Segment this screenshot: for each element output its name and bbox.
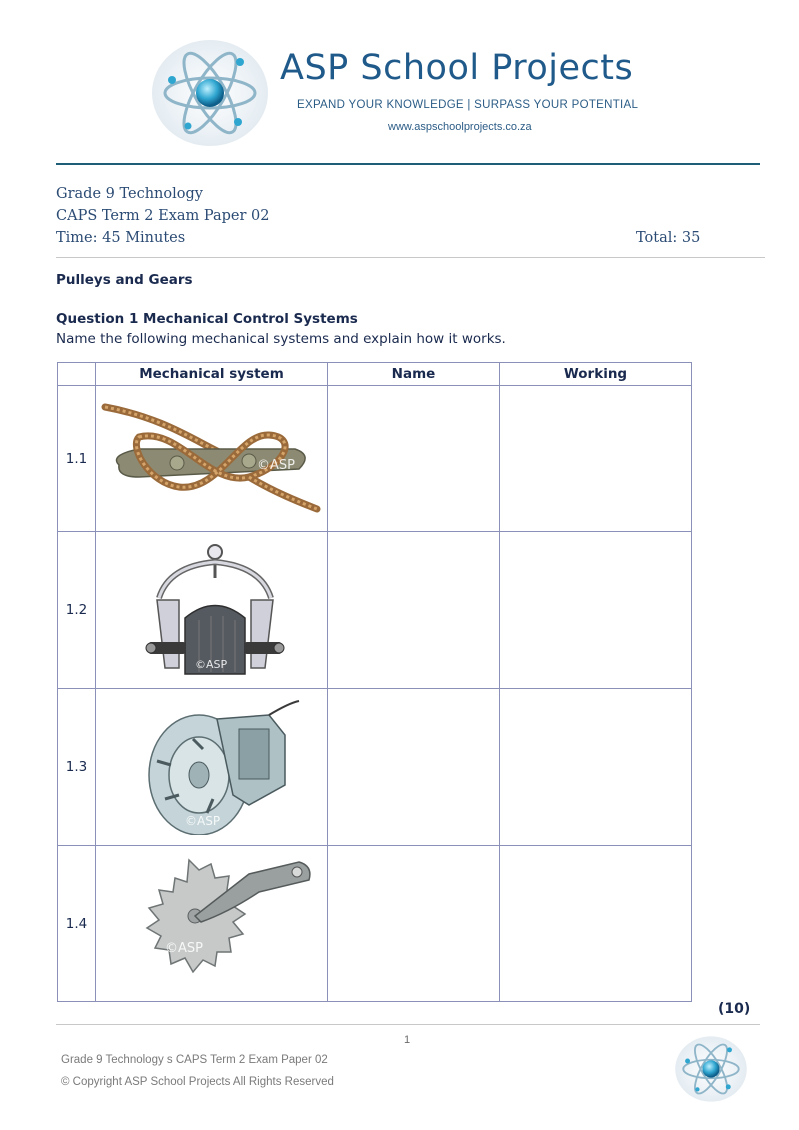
ratchet-and-pawl-icon <box>96 846 328 1002</box>
header-divider <box>56 163 760 165</box>
working-answer-cell[interactable] <box>500 386 692 532</box>
page-number: 1 <box>404 1034 411 1046</box>
total-label: Total: 35 <box>636 230 701 246</box>
table-row <box>58 846 692 1002</box>
disc-brake-icon <box>96 689 328 846</box>
info-divider <box>56 257 765 258</box>
footer-divider <box>56 1024 760 1025</box>
rope-cleat-icon <box>96 386 328 532</box>
bicycle-caliper-brake-icon <box>96 532 328 689</box>
table-header-system: Mechanical system <box>96 363 328 386</box>
table-header-row <box>58 363 692 386</box>
watermark: ©ASP <box>164 940 203 956</box>
section-heading: Pulleys and Gears <box>56 272 193 288</box>
name-answer-cell[interactable] <box>328 532 500 689</box>
table-row <box>58 386 692 532</box>
working-answer-cell[interactable] <box>500 689 692 846</box>
question-instruction: Name the following mechanical systems and explain how it works. <box>56 331 506 347</box>
footer-title: Grade 9 Technology s CAPS Term 2 Exam Paper 02 <box>61 1054 328 1066</box>
paper-label: CAPS Term 2 Exam Paper 02 <box>56 208 270 224</box>
brand-url[interactable]: www.aspschoolprojects.co.za <box>388 121 532 133</box>
question-table <box>57 362 692 1002</box>
table-header-name: Name <box>328 363 500 386</box>
row-number: 1.4 <box>58 846 96 1002</box>
question-title: Question 1 Mechanical Control Systems <box>56 311 358 327</box>
brand-title: ASP School Projects <box>280 48 634 88</box>
name-answer-cell[interactable] <box>328 846 500 1002</box>
grade-label: Grade 9 Technology <box>56 186 203 202</box>
atom-logo-icon <box>150 38 270 148</box>
table-header-working: Working <box>500 363 692 386</box>
row-number: 1.3 <box>58 689 96 846</box>
watermark: ©ASP <box>184 814 220 828</box>
name-answer-cell[interactable] <box>328 689 500 846</box>
atom-logo-icon <box>674 1034 748 1104</box>
footer-copyright: © Copyright ASP School Projects All Rights Reserved <box>61 1076 334 1088</box>
brand-tagline: EXPAND YOUR KNOWLEDGE | SURPASS YOUR POTENTIAL <box>297 99 639 111</box>
working-answer-cell[interactable] <box>500 532 692 689</box>
watermark: ©ASP <box>256 457 295 473</box>
watermark: ©ASP <box>194 658 227 671</box>
row-number: 1.1 <box>58 386 96 532</box>
row-number: 1.2 <box>58 532 96 689</box>
time-label: Time: 45 Minutes <box>56 230 186 246</box>
table-header-number <box>58 363 96 386</box>
name-answer-cell[interactable] <box>328 386 500 532</box>
table-row <box>58 532 692 689</box>
working-answer-cell[interactable] <box>500 846 692 1002</box>
marks-total: (10) <box>718 1001 751 1017</box>
table-row <box>58 689 692 846</box>
